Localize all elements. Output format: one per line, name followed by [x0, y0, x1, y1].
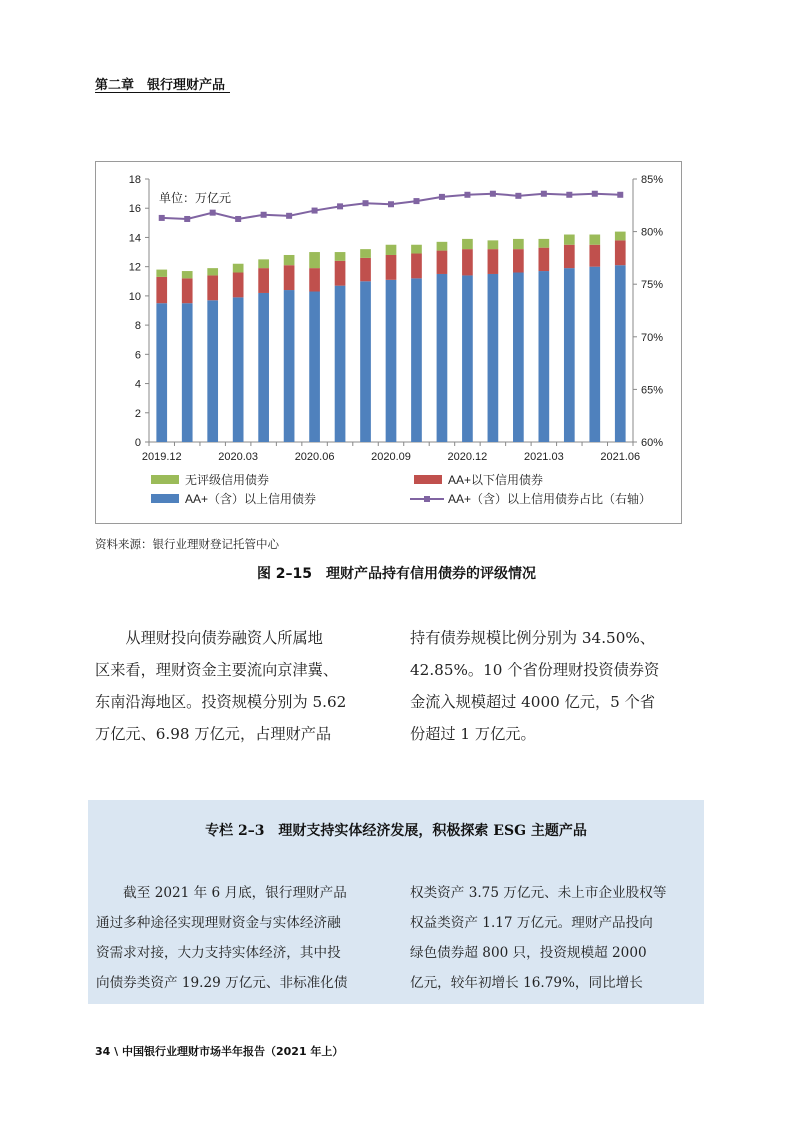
bar-segment-aa-plus-above [462, 275, 473, 442]
bar-segment-unrated [386, 245, 397, 255]
body-line: 万亿元、6.98 万亿元，占理财产品 [95, 725, 332, 743]
chart-frame [95, 161, 682, 524]
y-tick-label: 12 [128, 261, 141, 274]
share-line-marker [235, 216, 241, 222]
legend-unrated-swatch [151, 475, 179, 484]
y-tick-label: 14 [128, 232, 141, 245]
body-line: 持有债券规模比例分别为 34.50%、 [410, 629, 655, 647]
bar-segment-aa-plus-above [386, 280, 397, 442]
legend-aa-plus-above-swatch [151, 494, 179, 503]
sidebar-box-title: 专栏 2–3 理财支持实体经济发展，积极探索 ESG 主题产品 [205, 823, 587, 839]
box-line: 资需求对接，大力支持实体经济，其中投 [96, 945, 341, 961]
sidebar-box-column-left [96, 878, 386, 998]
bar-segment-below-aa-plus [513, 249, 524, 272]
bar-segment-aa-plus-above [360, 281, 371, 442]
y2-tick-label: 80% [641, 226, 664, 239]
body-line: 份超过 1 万亿元。 [410, 725, 536, 743]
y-tick-label: 6 [134, 349, 141, 362]
bar-segment-aa-plus-above [284, 290, 295, 442]
x-tick-label: 2021.03 [523, 451, 564, 463]
page-footer: 34 \ 中国银行业理财市场半年报告（2021 年上） [95, 1045, 344, 1058]
x-tick-label: 2020.06 [294, 451, 335, 463]
legend-share-line-marker [424, 496, 430, 502]
sidebar-box [88, 800, 704, 1004]
bar-segment-aa-plus-above [411, 278, 422, 442]
bar-segment-below-aa-plus [564, 245, 575, 268]
bar-segment-unrated [233, 264, 244, 273]
body-line: 区来看，理财资金主要流向京津冀、 [95, 661, 338, 679]
bar-segment-unrated [309, 252, 320, 268]
bar-segment-aa-plus-above [513, 273, 524, 442]
bar-segment-below-aa-plus [335, 261, 346, 286]
share-line-marker [515, 193, 521, 199]
body-line: 金流入规模超过 4000 亿元，5 个省 [410, 693, 656, 711]
bar-segment-aa-plus-above [335, 286, 346, 442]
bar-segment-unrated [156, 270, 167, 277]
bar-segment-unrated [284, 255, 295, 265]
body-line: 从理财投向债券融资人所属地 [95, 629, 323, 647]
bar-segment-unrated [437, 242, 448, 251]
chapter-heading: 第二章 银行理财产品 [95, 78, 226, 93]
share-line-marker [464, 192, 470, 198]
body-column-left [95, 622, 385, 750]
bar-segment-unrated [513, 239, 524, 249]
share-line-marker [439, 194, 445, 200]
bar-segment-unrated [411, 245, 422, 254]
bar-segment-unrated [360, 249, 371, 258]
box-line: 向债券类资产 19.29 万亿元、非标准化债 [96, 975, 348, 991]
share-line-marker [413, 198, 419, 204]
y-tick-label: 0 [134, 437, 141, 449]
bar-segment-aa-plus-above [258, 293, 269, 442]
bar-segment-aa-plus-above [538, 271, 549, 442]
bar-segment-unrated [564, 235, 575, 245]
share-line-marker [363, 200, 369, 206]
x-tick-label: 2020.09 [371, 451, 411, 463]
sidebar-box-column-right [410, 878, 700, 998]
bar-segment-unrated [462, 239, 473, 249]
bar-segment-below-aa-plus [284, 265, 295, 290]
share-line-marker [184, 216, 190, 222]
bar-segment-unrated [258, 259, 269, 268]
bar-segment-aa-plus-above [207, 300, 218, 442]
source-note: 资料来源：银行业理财登记托管中心 [95, 537, 279, 551]
bar-segment-unrated [182, 271, 193, 278]
share-line-marker [261, 212, 267, 218]
bar-segment-aa-plus-above [233, 297, 244, 442]
bar-segment-unrated [589, 235, 600, 245]
bar-segment-below-aa-plus [182, 278, 193, 303]
bar-segment-below-aa-plus [462, 249, 473, 275]
y-tick-label: 16 [128, 203, 141, 216]
bar-segment-below-aa-plus [411, 254, 422, 279]
share-line-marker [312, 208, 318, 214]
bar-segment-below-aa-plus [437, 251, 448, 274]
y2-tick-label: 60% [641, 437, 664, 449]
bar-segment-below-aa-plus [207, 275, 218, 300]
chapter-heading-underline [95, 92, 230, 93]
bar-segment-unrated [335, 252, 346, 261]
bar-segment-below-aa-plus [258, 268, 269, 293]
box-line: 截至 2021 年 6 月底，银行理财产品 [96, 885, 347, 901]
bar-segment-unrated [207, 268, 218, 275]
bar-segment-below-aa-plus [615, 240, 626, 265]
share-line-marker [210, 210, 216, 216]
share-line-marker [617, 192, 623, 198]
share-line-marker [286, 213, 292, 219]
x-tick-label: 2020.12 [447, 451, 488, 463]
x-tick-label: 2020.03 [218, 451, 259, 463]
bar-segment-below-aa-plus [488, 249, 499, 274]
share-line-marker [490, 191, 496, 197]
bar-segment-aa-plus-above [615, 265, 626, 442]
legend-aa-plus-above-label: AA+（含）以上信用债券 [185, 492, 317, 506]
box-line: 绿色债券超 800 只，投资规模超 2000 [410, 945, 647, 961]
share-line-marker [566, 192, 572, 198]
bar-segment-unrated [538, 239, 549, 248]
unit-label: 单位：万亿元 [159, 191, 232, 205]
y2-tick-label: 70% [641, 331, 664, 344]
bar-segment-aa-plus-above [437, 274, 448, 442]
y-tick-label: 18 [128, 174, 141, 186]
bar-segment-below-aa-plus [589, 245, 600, 267]
figure-caption: 图 2–15 理财产品持有信用债券的评级情况 [256, 566, 537, 582]
bar-segment-aa-plus-above [156, 303, 167, 442]
y-tick-label: 8 [134, 320, 141, 333]
body-line: 东南沿海地区。投资规模分别为 5.62 [95, 693, 347, 711]
y-tick-label: 2 [134, 407, 141, 420]
bar-segment-below-aa-plus [386, 255, 397, 280]
y2-tick-label: 85% [641, 174, 664, 186]
bar-segment-aa-plus-above [488, 274, 499, 442]
bar-segment-below-aa-plus [538, 248, 549, 271]
stacked-bar-chart [96, 162, 681, 523]
x-tick-label: 2021.06 [600, 451, 641, 463]
y-tick-label: 10 [128, 290, 141, 303]
bar-segment-below-aa-plus [309, 268, 320, 291]
box-line: 通过多种途径实现理财资金与实体经济融 [96, 915, 341, 931]
bar-segment-aa-plus-above [589, 267, 600, 442]
share-line-marker [337, 203, 343, 209]
body-line: 42.85%。10 个省份理财投资债券资 [410, 661, 660, 679]
bar-segment-below-aa-plus [233, 273, 244, 298]
x-tick-label: 2019.12 [141, 451, 182, 463]
share-line-marker [388, 201, 394, 207]
bar-segment-aa-plus-above [564, 268, 575, 442]
bar-segment-aa-plus-above [309, 292, 320, 442]
y2-tick-label: 65% [641, 384, 664, 397]
box-line: 权益类资产 1.17 万亿元。理财产品投向 [410, 915, 653, 931]
bar-segment-below-aa-plus [360, 258, 371, 281]
legend-below-aa-plus-swatch [414, 475, 442, 484]
legend-share-line-label: AA+（含）以上信用债券占比（右轴） [448, 492, 652, 506]
bar-segment-unrated [615, 232, 626, 241]
share-line-marker [592, 191, 598, 197]
box-line: 亿元，较年初增长 16.79%，同比增长 [410, 975, 643, 991]
share-line-marker [541, 191, 547, 197]
box-line: 权类资产 3.75 万亿元、未上市企业股权等 [410, 885, 667, 901]
body-column-right [410, 622, 710, 750]
y-tick-label: 4 [134, 378, 141, 391]
share-line-marker [159, 215, 165, 221]
legend-unrated-label: 无评级信用债券 [185, 473, 270, 487]
bar-segment-unrated [488, 240, 499, 249]
bar-segment-aa-plus-above [182, 303, 193, 442]
legend-below-aa-plus-label: AA+以下信用债券 [448, 473, 544, 487]
y2-tick-label: 75% [641, 279, 664, 292]
bar-segment-below-aa-plus [156, 277, 167, 303]
